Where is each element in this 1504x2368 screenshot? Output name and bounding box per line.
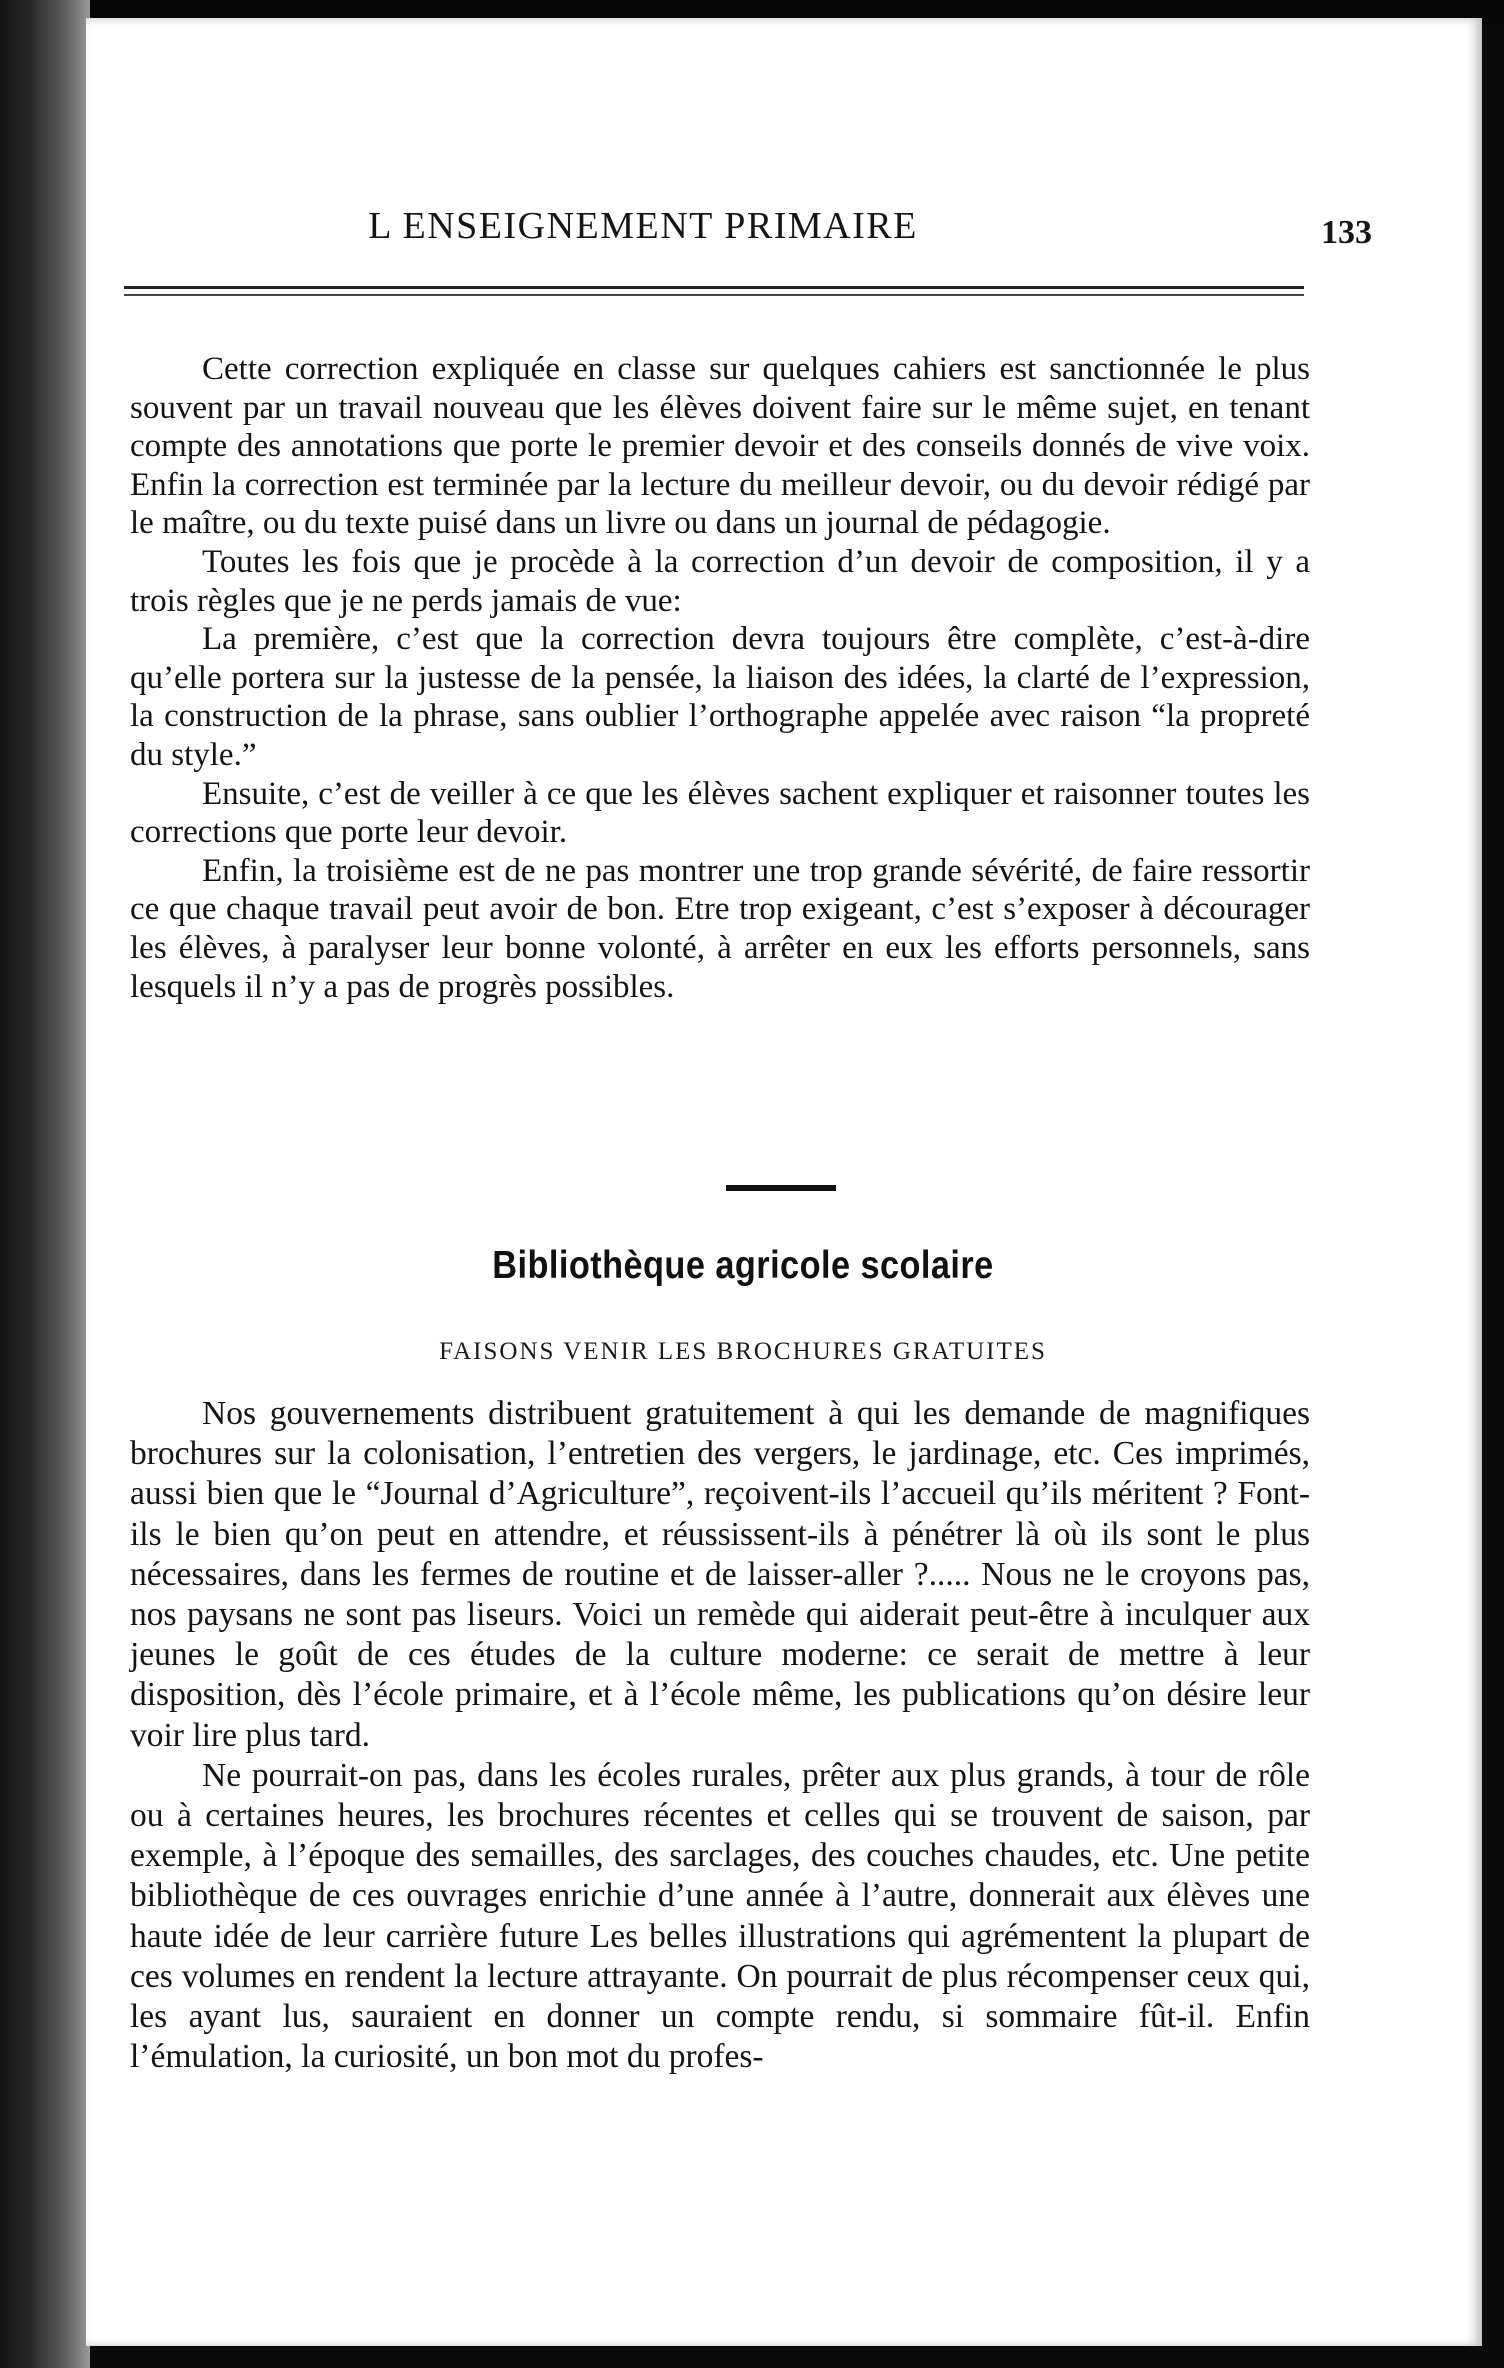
paragraph: Nos gouvernements distribuent gratuitement à qui les demande de magnifiques brochures sur la colonisation, l’entretien des vergers, le jardinage, etc. Ces imprimés, aussi bien que le “Journal d’Agriculture”, reçoivent-ils l’accueil qu’ils méritent ? Font-ils le bien qu’on peut en attendre, et réussissent-ils à pénétrer là où ils sont le plus nécessaires, dans les fermes de routine et de laisser-aller ?..... Nous ne le croyons pas, nos paysans ne sont pas liseurs. Voici un remède qui aiderait peut-être à inculquer aux jeunes le goût de ces études de la culture moderne: ce serait de mettre à leur disposition, dès l’école primaire, et à l’école même, les publications qu’on désire leur voir lire plus tard.: [130, 1395, 1310, 1754]
running-header: [114, 204, 1372, 254]
section-subtitle: FAISONS VENIR LES BROCHURES GRATUITES: [439, 1338, 1047, 1365]
paragraph: Enfin, la troisième est de ne pas montrer une trop grande sévérité, de faire ressortir ce que chaque travail peut avoir de bon. Etre trop exigeant, c’est s’exposer à décourager les élèves, à paralyser leur bonne volonté, à arrêter en eux les efforts personnels, sans lesquels il n’y a pas de progrès possibles.: [130, 852, 1310, 1005]
paragraph: Cette correction expliquée en classe sur quelques cahiers est sanctionnée le plus souvent par un travail nouveau que les élèves doivent faire sur le même sujet, en tenant compte des annotations que porte le premier devoir et des conseils donnés de vive voix. Enfin la correction est terminée par la lecture du meilleur devoir, ou du devoir rédigé par le maître, ou du texte puisé dans un livre ou dans un journal de pédagogie.: [130, 351, 1310, 542]
page-content: [114, 18, 1372, 2346]
section-divider: [726, 1185, 836, 1191]
header-rule-thick: [124, 286, 1304, 289]
header-rule-thin: [124, 294, 1304, 296]
running-title: L ENSEIGNEMENT PRIMAIRE: [368, 205, 918, 247]
paragraph: La première, c’est que la correction devra toujours être complète, c’est-à-dire qu’elle portera sur la justesse de la pensée, la liaison des idées, la clarté de l’expression, la construction de la phrase, sans oublier l’orthographe appelée avec raison “la propreté du style.”: [130, 621, 1310, 773]
book-page: [86, 18, 1482, 2346]
book-spine-edge: [0, 0, 90, 2368]
composition-correction-text: [130, 350, 1310, 1006]
agricultural-library-text: [130, 1394, 1310, 2077]
paragraph: Ensuite, c’est de veiller à ce que les élèves sachent expliquer et raisonner toutes les corrections que porte leur devoir.: [130, 775, 1310, 851]
header-double-rule: [124, 286, 1304, 298]
paragraph: Toutes les fois que je procède à la correction d’un devoir de composition, il y a trois règles que je ne perds jamais de vue:: [130, 543, 1310, 619]
paragraph: Ne pourrait-on pas, dans les écoles rurales, prêter aux plus grands, à tour de rôle ou à certaines heures, les brochures récentes et celles qui se trouvent de saison, par exemple, à l’époque des semailles, des sarclages, des couches chaudes, etc. Une petite bibliothèque de ces ouvrages enrichie d’une année à l’autre, donnerait aux élèves une haute idée de leur carrière future Les belles illustrations qui agrémentent la plupart de ces volumes en rendent la lecture attrayante. On pourrait de plus récompenser ceux qui, les ayant lus, sauraient en donner un compte rendu, si sommaire fût-il. Enfin l’émulation, la curiosité, un bon mot du profes-: [130, 1756, 1310, 2076]
page-number: 133: [1321, 214, 1372, 251]
section-title: Bibliothèque agricole scolaire: [492, 1244, 994, 1287]
